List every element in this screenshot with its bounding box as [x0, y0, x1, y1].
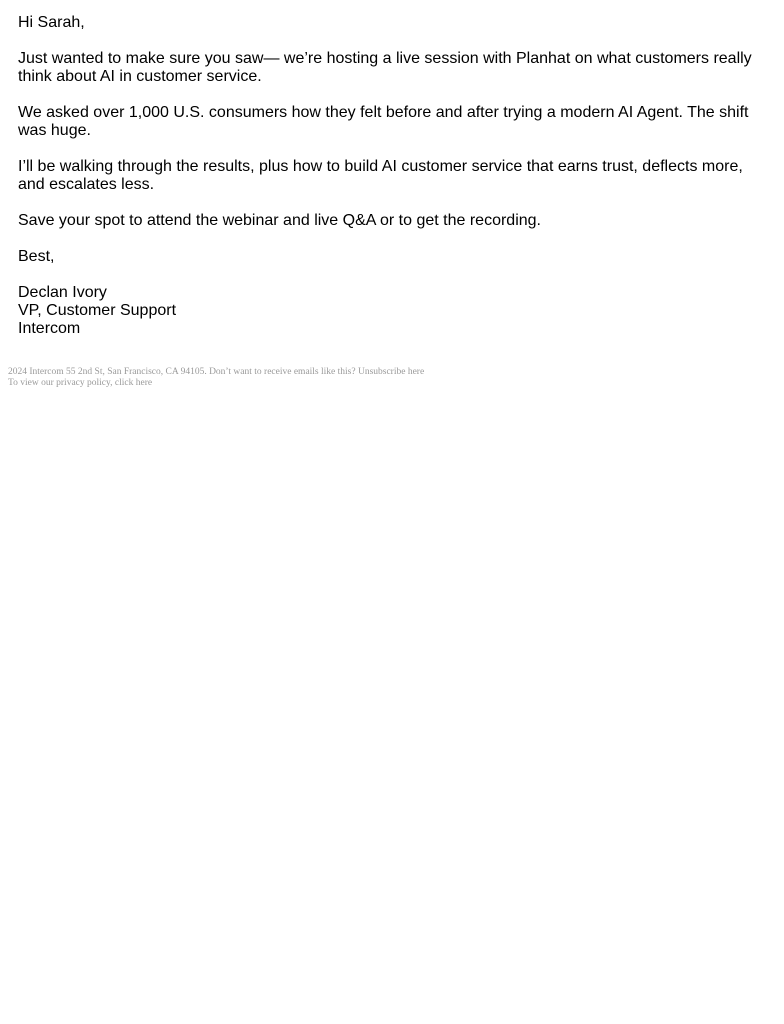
footer-privacy-line	[8, 378, 768, 389]
signature-title: VP, Customer Support	[18, 302, 177, 319]
footer-address-line	[8, 367, 768, 378]
paragraph-results: I’ll be walking through the results, plus how to build AI customer service that earns trust, deflects more, and escalates less.	[18, 158, 743, 193]
closing: Best,	[18, 248, 55, 265]
signature	[18, 284, 758, 338]
paragraph-session-announcement: Just wanted to make sure you saw— we’re hosting a live session with Planhat on what customers really think about AI in customer service.	[18, 50, 752, 85]
signature-name: Declan Ivory	[18, 284, 107, 301]
footer-address: 2024 Intercom 55 2nd St, San Francisco, CA 94105. Don’t want to receive emails like this?	[8, 367, 356, 377]
privacy-policy-link[interactable]: click here	[114, 378, 153, 388]
email-body	[18, 14, 758, 338]
greeting: Hi Sarah,	[18, 14, 85, 31]
signature-company: Intercom	[18, 320, 81, 337]
privacy-prefix: To view our privacy policy,	[8, 378, 113, 388]
paragraph-survey: We asked over 1,000 U.S. consumers how they felt before and after trying a modern AI Agent. The shift was huge.	[18, 104, 749, 139]
email-footer	[8, 367, 768, 389]
unsubscribe-link[interactable]: Unsubscribe here	[357, 367, 425, 377]
paragraph-call-to-action: Save your spot to attend the webinar and live Q&A or to get the recording.	[18, 212, 541, 229]
